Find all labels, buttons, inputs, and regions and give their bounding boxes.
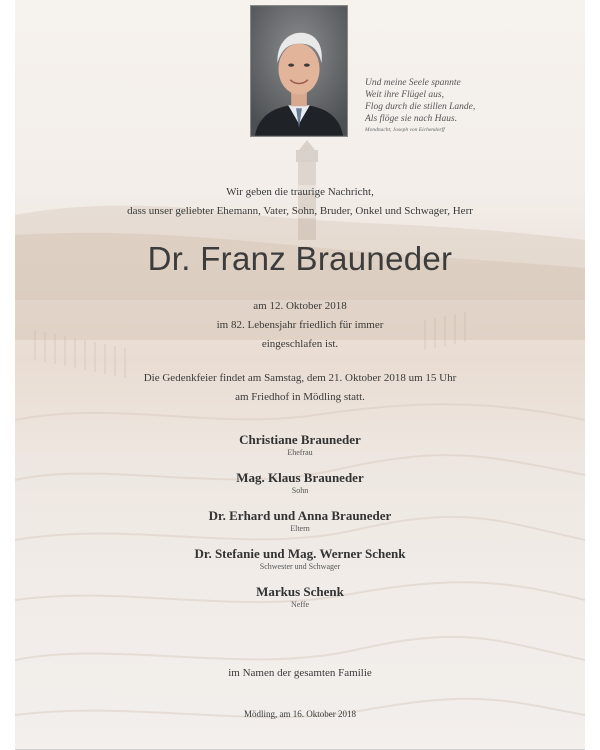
- mourner-entry: [15, 546, 585, 572]
- dateline: Mödling, am 16. Oktober 2018: [244, 709, 356, 719]
- mourner-name: Dr. Stefanie und Mag. Werner Schenk: [194, 546, 406, 561]
- family-line: im Namen der gesamten Familie: [228, 667, 372, 679]
- mourner-entry: [15, 508, 585, 534]
- intro-text: [15, 183, 585, 221]
- poem: [365, 77, 580, 135]
- deceased-name: Dr. Franz Brauneder: [147, 240, 453, 277]
- mourner-name: Mag. Klaus Brauneder: [236, 470, 364, 485]
- mourner-relation: Eltern: [290, 524, 310, 533]
- death-line: eingeschlafen ist.: [261, 338, 339, 350]
- funeral-line: Die Gedenkfeier findet am Samstag, dem 21. Oktober 2018 um 15 Uhr: [143, 372, 457, 384]
- death-line: im 82. Lebensjahr friedlich für immer: [216, 319, 384, 331]
- poem-line: Als flöge sie nach Haus.: [365, 114, 458, 124]
- poem-line: Und meine Seele spannte: [365, 78, 461, 88]
- portrait-photo: [250, 5, 348, 137]
- mourner-entry: [15, 584, 585, 610]
- intro-line: dass unser geliebter Ehemann, Vater, Sohn, Bruder, Onkel und Schwager, Herr: [127, 205, 473, 217]
- poem-line: Flog durch die stillen Lande,: [365, 102, 476, 112]
- mourner-name: Christiane Brauneder: [239, 432, 361, 447]
- mourners-list: [15, 432, 585, 622]
- mourner-entry: [15, 432, 585, 458]
- mourner-entry: [15, 470, 585, 496]
- mourner-relation: Schwester und Schwager: [259, 562, 341, 571]
- mourner-name: Dr. Erhard und Anna Brauneder: [208, 508, 392, 523]
- mourner-relation: Ehefrau: [287, 448, 313, 457]
- poem-line: Weit ihre Flügel aus,: [365, 90, 444, 100]
- obituary-card: [15, 0, 585, 750]
- death-line: am 12. Oktober 2018: [253, 300, 347, 312]
- mourner-name: Markus Schenk: [256, 584, 344, 599]
- mourner-relation: Neffe: [290, 600, 310, 609]
- intro-line: Wir geben die traurige Nachricht,: [226, 186, 374, 198]
- death-notice: [15, 297, 585, 354]
- portrait-icon: [251, 6, 347, 136]
- funeral-line: am Friedhof in Mödling statt.: [235, 391, 365, 403]
- mourner-relation: Sohn: [291, 486, 309, 495]
- funeral-notice: [15, 369, 585, 407]
- poem-attribution: Mondnacht, Joseph von Eichendorff: [365, 127, 445, 133]
